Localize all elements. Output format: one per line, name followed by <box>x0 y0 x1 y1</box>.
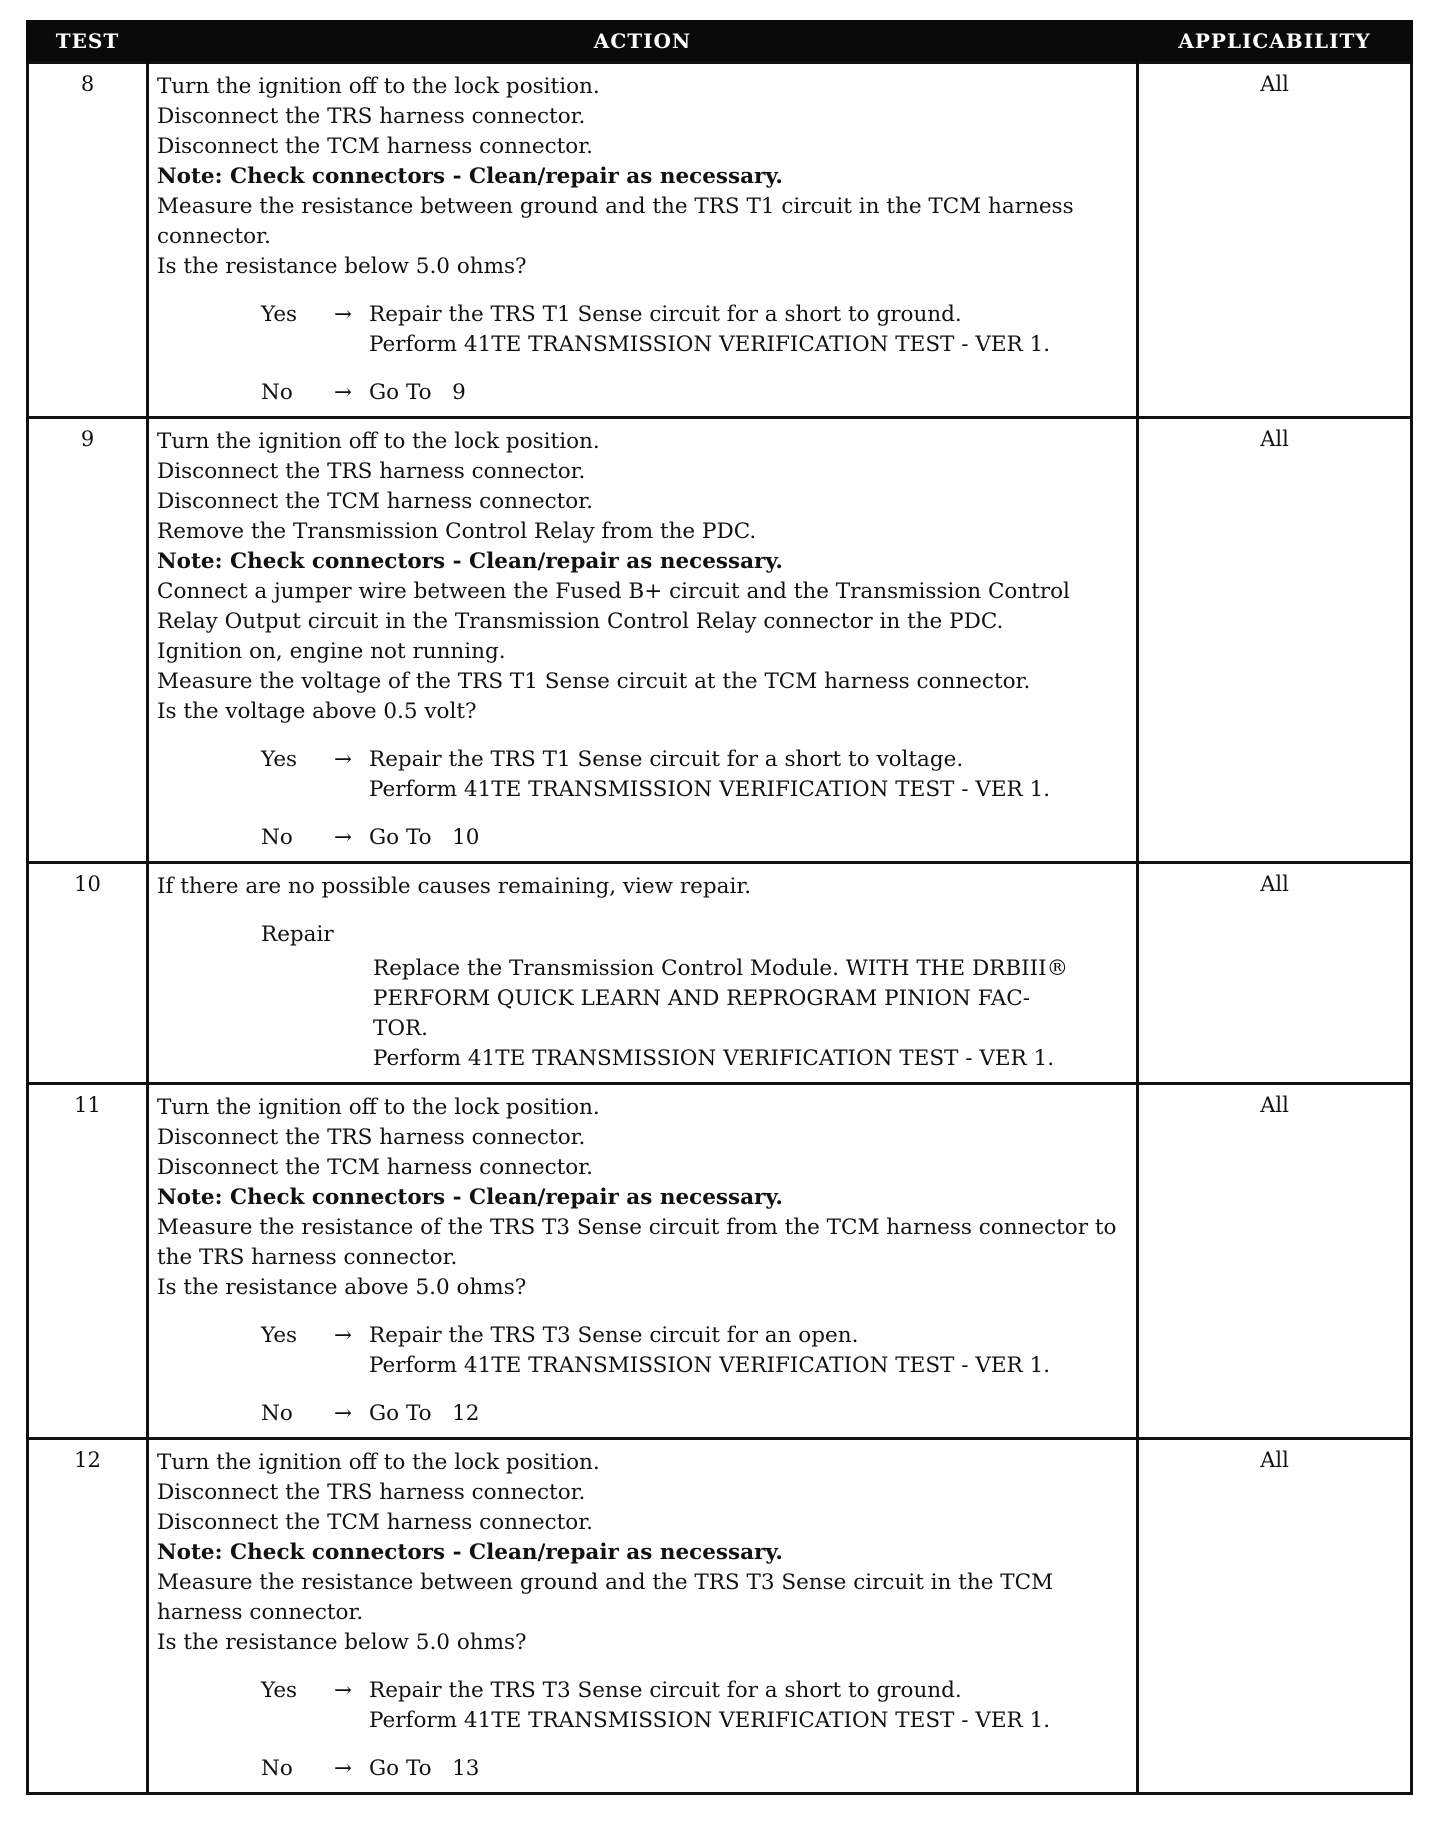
arrow-right-icon: → <box>333 1756 352 1781</box>
note-check-connectors: Note: Check connectors - Clean/repair as necessary. <box>157 1540 783 1565</box>
action-step: Measure the resistance of the TRS T3 Sense circuit from the TCM harness connector to the TRS harness connector. <box>157 1215 1117 1270</box>
yes-result <box>369 1321 1130 1381</box>
repair-line: Replace the Transmission Control Module. WITH THE DRBIII® <box>373 956 1069 981</box>
action-step: Turn the ignition off to the lock position. <box>157 429 600 454</box>
no-goto-text: Go To 10 <box>369 825 480 850</box>
no-branch <box>261 378 1130 408</box>
test-number: 8 <box>28 63 148 418</box>
action-step: Turn the ignition off to the lock position. <box>157 74 600 99</box>
note-check-connectors: Note: Check connectors - Clean/repair as necessary. <box>157 1185 783 1210</box>
note-check-connectors: Note: Check connectors - Clean/repair as necessary. <box>157 164 783 189</box>
action-step: Is the voltage above 0.5 volt? <box>157 699 477 724</box>
test-number: 11 <box>28 1084 148 1439</box>
yes-repair-text: Repair the TRS T1 Sense circuit for a short to voltage. <box>369 747 964 772</box>
arrow-right-icon: → <box>333 302 352 327</box>
arrow-right-icon: → <box>333 380 352 405</box>
table-row <box>28 1439 1412 1794</box>
arrow-right-icon: → <box>333 747 352 772</box>
no-label: No <box>261 1401 293 1426</box>
yes-label: Yes <box>261 302 298 327</box>
action-step: Turn the ignition off to the lock position. <box>157 1095 600 1120</box>
yes-result <box>369 300 1130 360</box>
no-goto-text: Go To 9 <box>369 380 466 405</box>
yes-label: Yes <box>261 1323 298 1348</box>
no-label: No <box>261 825 293 850</box>
applicability-value: All <box>1138 1084 1412 1439</box>
action-step: If there are no possible causes remaining, view repair. <box>157 874 752 899</box>
yes-label: Yes <box>261 1678 298 1703</box>
repair-instructions <box>373 954 1130 1074</box>
action-cell <box>148 1439 1138 1794</box>
action-step: Disconnect the TCM harness connector. <box>157 489 593 514</box>
yes-branch <box>261 1321 1130 1381</box>
header-test: TEST <box>28 20 148 63</box>
yes-result <box>369 1676 1130 1736</box>
table-row <box>28 63 1412 418</box>
repair-line: PERFORM QUICK LEARN AND REPROGRAM PINION FAC- <box>373 986 1030 1011</box>
yes-branch <box>261 745 1130 805</box>
yes-repair-text: Repair the TRS T3 Sense circuit for a short to ground. <box>369 1678 962 1703</box>
repair-line: Perform 41TE TRANSMISSION VERIFICATION TEST - VER 1. <box>373 1046 1055 1071</box>
action-step: Ignition on, engine not running. <box>157 639 506 664</box>
action-step: Disconnect the TRS harness connector. <box>157 459 586 484</box>
yes-verify-text: Perform 41TE TRANSMISSION VERIFICATION TEST - VER 1. <box>369 332 1051 357</box>
test-number: 12 <box>28 1439 148 1794</box>
action-step: Measure the voltage of the TRS T1 Sense circuit at the TCM harness connector. <box>157 669 1031 694</box>
test-number: 9 <box>28 418 148 863</box>
no-label: No <box>261 380 293 405</box>
repair-label: Repair <box>261 922 334 947</box>
arrow-right-icon: → <box>333 1323 352 1348</box>
action-step: Is the resistance below 5.0 ohms? <box>157 1630 527 1655</box>
action-step: Disconnect the TCM harness connector. <box>157 1155 593 1180</box>
no-branch <box>261 1399 1130 1429</box>
arrow-right-icon: → <box>333 825 352 850</box>
header-action: ACTION <box>148 20 1138 63</box>
arrow-right-icon: → <box>333 1678 352 1703</box>
table-header-row <box>28 20 1412 63</box>
yes-verify-text: Perform 41TE TRANSMISSION VERIFICATION TEST - VER 1. <box>369 777 1051 802</box>
yes-label: Yes <box>261 747 298 772</box>
action-cell <box>148 863 1138 1084</box>
yes-result <box>369 745 1130 805</box>
yes-verify-text: Perform 41TE TRANSMISSION VERIFICATION TEST - VER 1. <box>369 1708 1051 1733</box>
no-goto-text: Go To 13 <box>369 1756 480 1781</box>
applicability-value: All <box>1138 1439 1412 1794</box>
no-branch <box>261 823 1130 853</box>
applicability-value: All <box>1138 863 1412 1084</box>
yes-branch <box>261 1676 1130 1736</box>
applicability-value: All <box>1138 63 1412 418</box>
table-body <box>28 63 1412 1794</box>
action-step: Measure the resistance between ground and the TRS T3 Sense circuit in the TCM harness connector. <box>157 1570 1054 1625</box>
yes-repair-text: Repair the TRS T1 Sense circuit for a short to ground. <box>369 302 962 327</box>
action-cell <box>148 63 1138 418</box>
table-row <box>28 863 1412 1084</box>
yes-verify-text: Perform 41TE TRANSMISSION VERIFICATION TEST - VER 1. <box>369 1353 1051 1378</box>
no-branch <box>261 1754 1130 1784</box>
no-goto-text: Go To 12 <box>369 1401 480 1426</box>
table-row <box>28 418 1412 863</box>
yes-repair-text: Repair the TRS T3 Sense circuit for an open. <box>369 1323 859 1348</box>
action-step: Is the resistance above 5.0 ohms? <box>157 1275 527 1300</box>
action-step: Disconnect the TRS harness connector. <box>157 1480 586 1505</box>
diagnostic-test-table <box>26 20 1413 1795</box>
action-step: Disconnect the TRS harness connector. <box>157 1125 586 1150</box>
action-step: Disconnect the TCM harness connector. <box>157 134 593 159</box>
action-cell <box>148 1084 1138 1439</box>
action-step: Disconnect the TRS harness connector. <box>157 104 586 129</box>
repair-line: TOR. <box>373 1016 428 1041</box>
yes-branch <box>261 300 1130 360</box>
action-step: Disconnect the TCM harness connector. <box>157 1510 593 1535</box>
action-step: Turn the ignition off to the lock position. <box>157 1450 600 1475</box>
no-label: No <box>261 1756 293 1781</box>
action-cell <box>148 418 1138 863</box>
header-applicability: APPLICABILITY <box>1138 20 1412 63</box>
action-step: Is the resistance below 5.0 ohms? <box>157 254 527 279</box>
table-row <box>28 1084 1412 1439</box>
test-number: 10 <box>28 863 148 1084</box>
action-step: Remove the Transmission Control Relay from the PDC. <box>157 519 757 544</box>
action-step: Connect a jumper wire between the Fused B+ circuit and the Transmission Control Relay Output circuit in the Transmission Control Relay connector in the PDC. <box>157 579 1070 634</box>
applicability-value: All <box>1138 418 1412 863</box>
note-check-connectors: Note: Check connectors - Clean/repair as necessary. <box>157 549 783 574</box>
arrow-right-icon: → <box>333 1401 352 1426</box>
diagnostic-test-page <box>26 20 1410 1795</box>
action-step: Measure the resistance between ground and the TRS T1 circuit in the TCM harness connector. <box>157 194 1074 249</box>
